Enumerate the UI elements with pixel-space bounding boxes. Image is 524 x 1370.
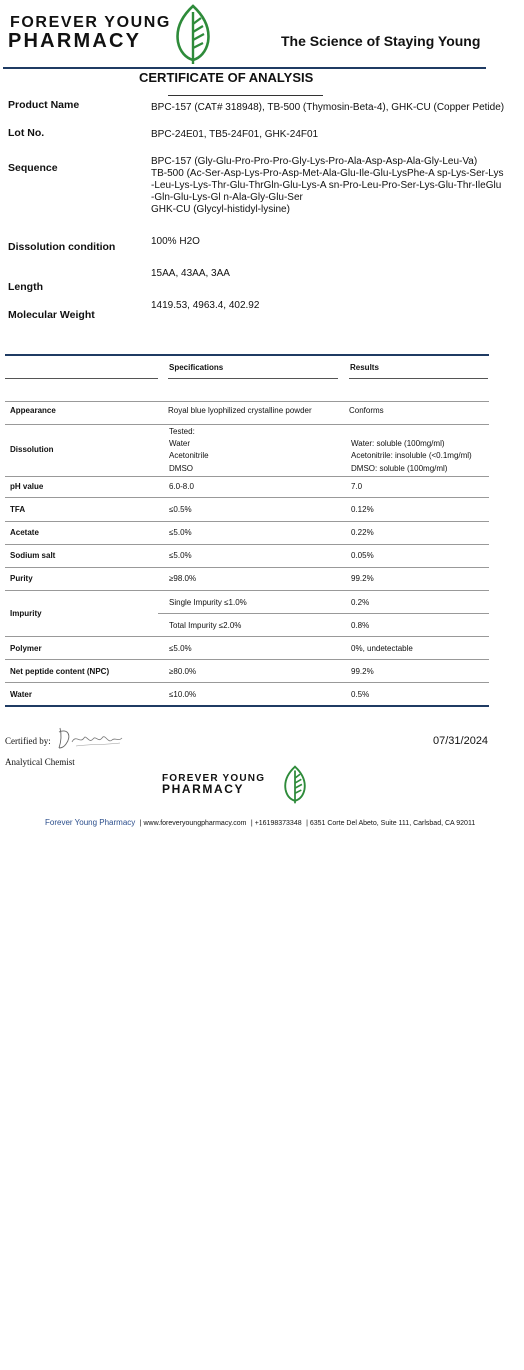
- total-impurity-result: 0.8%: [351, 621, 370, 630]
- certified-by-label: Certified by:: [5, 736, 51, 746]
- impurity-name: Impurity: [10, 609, 42, 618]
- npc-name: Net peptide content (NPC): [10, 667, 110, 676]
- lot-number-label: Lot No.: [8, 127, 45, 139]
- sodium-salt-name: Sodium salt: [10, 551, 56, 560]
- footer-website-link[interactable]: www.foreveryoungpharmacy.com: [143, 820, 247, 827]
- sequence-line: GHK-CU (Glycyl-histidyl-lysine): [151, 204, 290, 215]
- dissolution-result-line: DMSO: soluble (100mg/ml): [351, 464, 448, 473]
- water-name: Water: [10, 690, 32, 699]
- header-divider: [349, 378, 488, 379]
- ph-result: 7.0: [351, 482, 363, 491]
- footer-company-name: Forever Young Pharmacy: [45, 818, 136, 827]
- row-divider: [5, 659, 489, 660]
- ph-spec: 6.0-8.0: [169, 482, 194, 491]
- dissolution-result-line: Water: soluble (100mg/ml): [351, 439, 445, 448]
- table-top-rule: [5, 354, 489, 356]
- row-divider: [5, 544, 489, 545]
- water-result: 0.5%: [351, 690, 370, 699]
- length-label: Length: [8, 281, 43, 293]
- polymer-result: 0%, undetectable: [351, 644, 413, 653]
- row-divider: [5, 476, 489, 477]
- polymer-name: Polymer: [10, 644, 42, 653]
- brand-name-line2: PHARMACY: [8, 30, 142, 52]
- npc-result: 99.2%: [351, 667, 374, 676]
- row-divider: [158, 613, 489, 614]
- tfa-spec: ≤0.5%: [169, 505, 192, 514]
- dissolution-result-line: Acetonitrile: insoluble (<0.1mg/ml): [351, 451, 472, 460]
- purity-name: Purity: [10, 574, 33, 583]
- dissolution-spec-line: Acetonitrile: [169, 451, 209, 460]
- molecular-weight-label: Molecular Weight: [8, 309, 95, 321]
- row-divider: [5, 521, 489, 522]
- footer-contact-line: Forever Young Pharmacy | www.foreveryoungpharmacy.com | +16198373348 | 6351 Corte Del Abeto, Suite 111, Carlsbad, CA 92011: [45, 818, 476, 827]
- tfa-name: TFA: [10, 505, 26, 514]
- dissolution-spec-line: Water: [169, 439, 191, 448]
- molecular-weight-value: 1419.53, 4963.4, 402.92: [151, 300, 260, 311]
- single-impurity-spec: Single Impurity ≤1.0%: [169, 598, 247, 607]
- leaf-icon: [174, 4, 212, 66]
- sodium-salt-result: 0.05%: [351, 551, 374, 560]
- tagline: The Science of Staying Young: [281, 33, 481, 49]
- water-spec: ≤10.0%: [169, 690, 197, 699]
- acetate-spec: ≤5.0%: [169, 528, 192, 537]
- tfa-result: 0.12%: [351, 505, 374, 514]
- sequence-line: -Leu-Lys-Lys-Thr-Glu-ThrGln-Glu-Lys-A sn-Pro-Leu-Pro-Ser-Lys-Glu-Thr-IleGlu: [151, 180, 502, 191]
- row-divider: [5, 682, 489, 683]
- appearance-spec: Royal blue lyophilized crystalline powder: [168, 406, 312, 415]
- document-title: CERTIFICATE OF ANALYSIS: [139, 70, 314, 85]
- product-name-label: Product Name: [8, 99, 80, 111]
- single-impurity-result: 0.2%: [351, 598, 370, 607]
- leaf-icon: [283, 765, 307, 805]
- dissolution-spec-line: Tested:: [169, 427, 195, 436]
- sequence-line: BPC-157 (Gly-Glu-Pro-Pro-Pro-Gly-Lys-Pro-Ala-Asp-Asp-Ala-Gly-Leu-Va): [151, 156, 478, 167]
- total-impurity-spec: Total Impurity ≤2.0%: [169, 621, 242, 630]
- title-underline: [168, 95, 323, 96]
- lot-number-value: BPC-24E01, TB5-24F01, GHK-24F01: [151, 129, 319, 140]
- specifications-header: Specifications: [169, 363, 224, 372]
- length-value: 15AA, 43AA, 3AA: [151, 268, 230, 279]
- footer-phone: +16198373348: [254, 820, 302, 827]
- results-header: Results: [350, 363, 379, 372]
- row-divider: [5, 590, 489, 591]
- purity-spec: ≥98.0%: [169, 574, 197, 583]
- row-divider: [5, 497, 489, 498]
- dissolution-condition-value: 100% H2O: [151, 236, 200, 247]
- ph-name: pH value: [10, 482, 44, 491]
- purity-result: 99.2%: [351, 574, 374, 583]
- certification-date: 07/31/2024: [433, 735, 489, 747]
- sequence-label: Sequence: [8, 162, 58, 174]
- appearance-name: Appearance: [10, 406, 56, 415]
- row-divider: [5, 424, 489, 425]
- appearance-result: Conforms: [349, 406, 384, 415]
- sequence-line: -Gln-Glu-Lys-Gl n-Ala-Gly-Glu-Ser: [151, 192, 303, 203]
- sequence-line: TB-500 (Ac-Ser-Asp-Lys-Pro-Asp-Met-Ala-Glu-Ile-Glu-LysPhe-A sp-Lys-Ser-Lys: [151, 168, 504, 179]
- npc-spec: ≥80.0%: [169, 667, 197, 676]
- header-divider: [168, 378, 338, 379]
- analytical-chemist-label: Analytical Chemist: [5, 757, 75, 767]
- dissolution-name: Dissolution: [10, 445, 54, 454]
- row-divider: [5, 567, 489, 568]
- footer-brand-line1: FOREVER YOUNG: [162, 773, 266, 784]
- acetate-result: 0.22%: [351, 528, 374, 537]
- table-bottom-rule: [5, 705, 489, 707]
- footer-address: 6351 Corte Del Abeto, Suite 111, Carlsbad, CA 92011: [309, 820, 476, 827]
- header-divider: [5, 378, 158, 379]
- signature-image: [56, 722, 126, 752]
- footer-brand-line2: PHARMACY: [162, 782, 245, 796]
- brand-name-line1: FOREVER YOUNG: [10, 14, 171, 31]
- row-divider: [5, 401, 489, 402]
- polymer-spec: ≤5.0%: [169, 644, 192, 653]
- row-divider: [5, 636, 489, 637]
- sodium-salt-spec: ≤5.0%: [169, 551, 192, 560]
- dissolution-spec-line: DMSO: [169, 464, 193, 473]
- dissolution-condition-label: Dissolution condition: [8, 241, 116, 253]
- product-name-value: BPC-157 (CAT# 318948), TB-500 (Thymosin-Beta-4), GHK-CU (Copper Petide): [151, 102, 505, 113]
- header-rule: [3, 67, 486, 69]
- acetate-name: Acetate: [10, 528, 39, 537]
